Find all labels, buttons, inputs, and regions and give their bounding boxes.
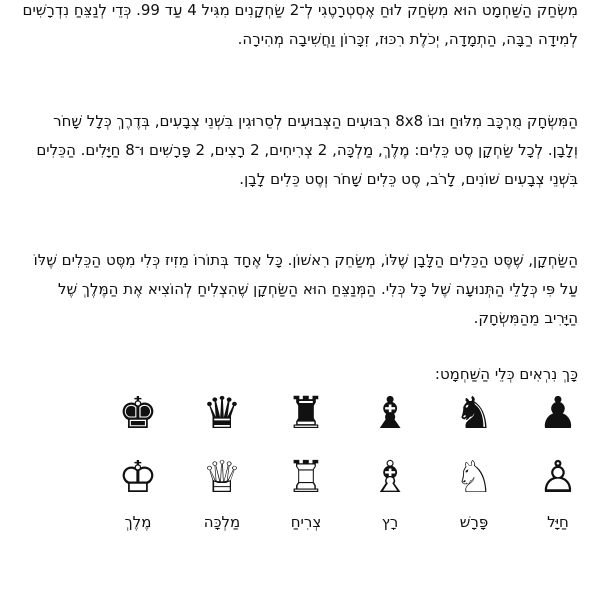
intro-paragraph: מִשְׂחַק הַשַּׁחְמָט הוּא מִשְׂחַק לוּחַ אֶסְטְרָטֶגִי לְ־2 שַׂחְקָנִים מִגִּיל 4 עַד 99. כְּדֵי לְנַצֵּחַ נִדְרָשִׁים לְמִידָה רַבָּה, הַתְמָדָה, יְכֹלֶת רִכּוּז, זִכָּרוֹן וַחֲשִׁיבָה מְהִירָה. (22, 1, 578, 48)
black-bishop-icon: ♝ (370, 388, 410, 439)
rook-label: צְרִיחַ (290, 513, 322, 531)
black-king-icon: ♚ (118, 388, 158, 439)
white-queen-icon: ♕ (202, 452, 242, 503)
black-knight-icon: ♞ (454, 388, 494, 439)
white-rook-icon: ♖ (286, 452, 326, 503)
black-rook-icon: ♜ (286, 388, 326, 439)
white-knight-icon: ♘ (454, 452, 494, 503)
white-king-icon: ♔ (118, 452, 158, 503)
white-pawn-icon: ♙ (538, 452, 578, 503)
black-pawn-icon: ♟ (538, 388, 578, 439)
king-label: מֶלֶךְ (124, 513, 152, 531)
board-description-paragraph: הַמִּשְׂחָק מֻרְכָּב מִלּוּחַ וּבוֹ 8x8 רִבּוּעִים הַצְּבוּעִים לְסֵרוּגִין בִּשְׁנֵי צְבָעִים, בְּדֶרֶךְ כְּלָל שָׁחֹר וְלָבָן. לְכָל שַׂחְקָן סֶט כֵּלִים: מֶלֶךְ, מַלְכָּה, 2 צְרִיחִים, 2 רָצִים, 2 פָּרָשִׁים וּ־8 חַיָּלִים. הַכֵּלִים בִּשְׁנֵי צְבָעִים שׁוֹנִים, לָרֹב, סֶט כֵּלִים שָׁחֹר וְסֶט כֵּלִים לָבָן. (36, 112, 578, 188)
pawn-label: חַיָּל (547, 513, 569, 531)
knight-label: פָּרָשׁ (459, 513, 489, 531)
black-queen-icon: ♛ (202, 388, 242, 439)
queen-label: מַלְכָּה (203, 513, 241, 531)
pieces-heading: כָּךְ נִרְאִים כְּלֵי הַשַּׁחְמָט: (434, 365, 578, 383)
gameplay-paragraph: הַשַּׂחְקָן, שֶׁסֶּט הַכֵּלִים הַלָּבָן שֶׁלּוֹ, מְשַׂחֵק רִאשׁוֹן. כָּל אֶחָד בְּתוֹרוֹ מֵזִיז כְּלִי מִסֶּט הַכֵּלִים שֶׁלּוֹ עַל פִּי כְּלָלֵי הַתְּנוּעָה שֶׁל כָּל כְּלִי. הַמְּנַצֵּחַ הוּא הַשַּׂחְקָן שֶׁהִצְלִיחַ לְהוֹצִיא אֶת הַמֶּלֶךְ שֶׁל הַיָּרִיב מֵהַמִּשְׂחָק. (33, 251, 578, 327)
bishop-label: רָץ (381, 513, 399, 531)
white-bishop-icon: ♗ (370, 452, 410, 503)
